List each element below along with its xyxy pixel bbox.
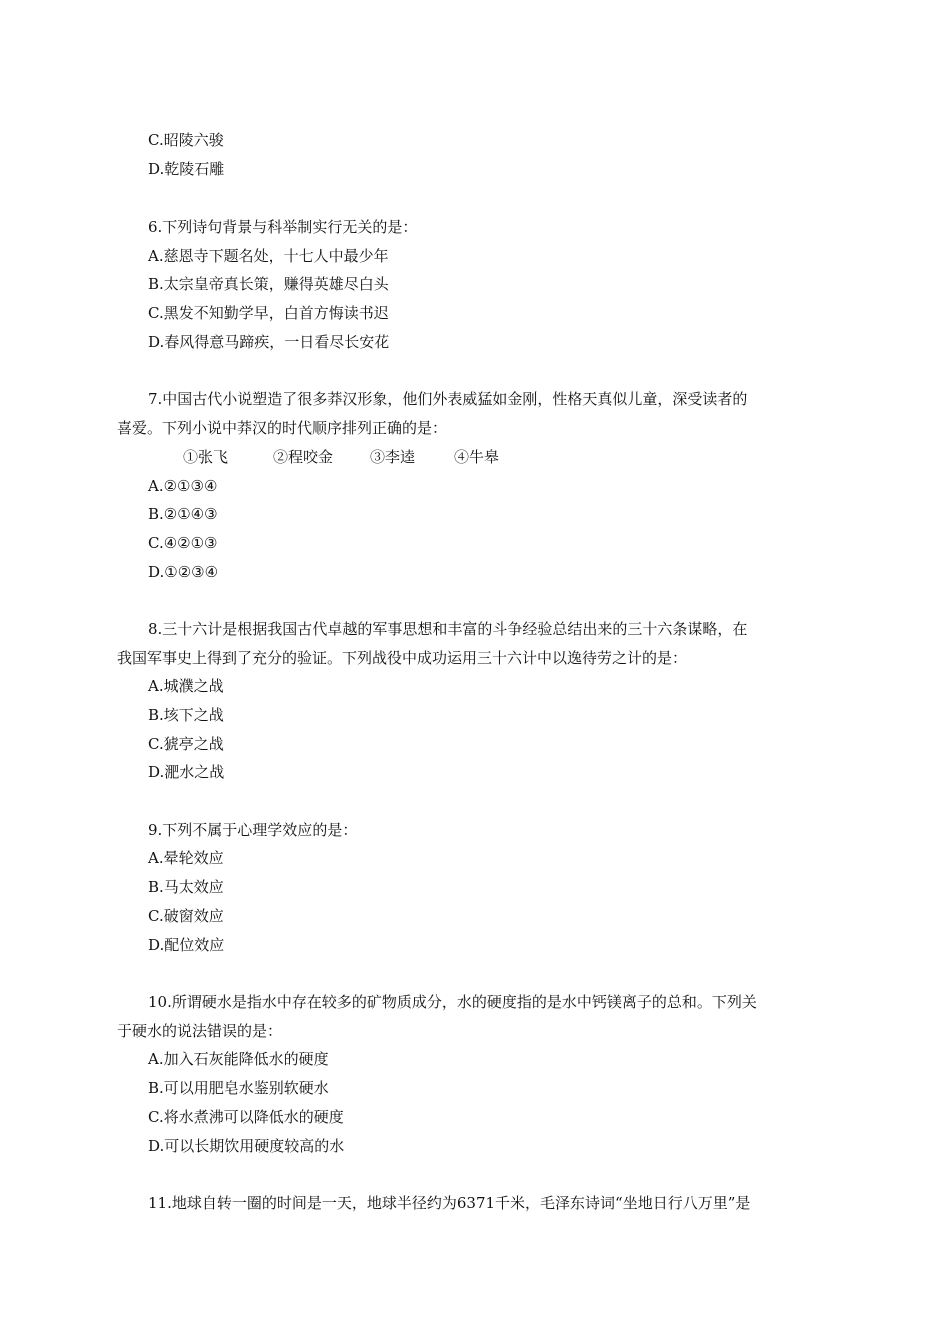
q9-option-d: D.配位效应 xyxy=(148,936,225,954)
q8-option-d: D.淝水之战 xyxy=(148,763,225,781)
q9-option-a: A.晕轮效应 xyxy=(148,849,224,867)
q7-stem-line1: 7.中国古代小说塑造了很多莽汉形象，他们外表威猛如金刚，性格天真似儿童，深受读者的 xyxy=(148,390,748,408)
q7-item-3: ③李逵 xyxy=(370,448,416,466)
q7-option-a: A.②①③④ xyxy=(148,477,218,495)
q5-option-d: D.乾陵石雕 xyxy=(148,160,225,178)
q8-option-b: B.垓下之战 xyxy=(148,706,224,724)
q5-option-c: C.昭陵六骏 xyxy=(148,131,224,149)
q6-option-d: D.春风得意马蹄疾，一日看尽长安花 xyxy=(148,333,390,351)
q7-option-b: B.②①④③ xyxy=(148,505,218,523)
q8-stem-line2: 我国军事史上得到了充分的验证。下列战役中成功运用三十六计中以逸待劳之计的是： xyxy=(117,649,688,667)
q8-option-a: A.城濮之战 xyxy=(148,677,224,695)
q10-stem-line1: 10.所谓硬水是指水中存在较多的矿物质成分，水的硬度指的是水中钙镁离子的总和。下列关 xyxy=(148,993,757,1011)
q11-stem-line1: 11.地球自转一圈的时间是一天，地球半径约为6371千米，毛泽东诗词“坐地日行八万里”是 xyxy=(148,1194,751,1212)
q9-option-c: C.破窗效应 xyxy=(148,907,224,925)
q8-option-c: C.猇亭之战 xyxy=(148,735,224,753)
q7-stem-line2: 喜爱。下列小说中莽汉的时代顺序排列正确的是： xyxy=(117,419,448,437)
q10-option-c: C.将水煮沸可以降低水的硬度 xyxy=(148,1108,344,1126)
q7-item-4: ④牛皋 xyxy=(454,448,500,466)
q10-option-b: B.可以用肥皂水鉴别软硬水 xyxy=(148,1079,329,1097)
q6-option-b: B.太宗皇帝真长策，赚得英雄尽白头 xyxy=(148,275,389,293)
q10-stem-line2: 于硬水的说法错误的是： xyxy=(117,1022,283,1040)
q7-item-1: ①张飞 xyxy=(183,448,229,466)
q6-option-c: C.黑发不知勤学早，白首方悔读书迟 xyxy=(148,304,389,322)
q9-stem: 9.下列不属于心理学效应的是： xyxy=(148,821,358,839)
q10-option-d: D.可以长期饮用硬度较高的水 xyxy=(148,1137,345,1155)
q6-stem: 6.下列诗句背景与科举制实行无关的是： xyxy=(148,218,418,236)
q9-option-b: B.马太效应 xyxy=(148,878,224,896)
q6-option-a: A.慈恩寺下题名处，十七人中最少年 xyxy=(148,247,389,265)
q7-option-c: C.④②①③ xyxy=(148,534,218,552)
q8-stem-line1: 8.三十六计是根据我国古代卓越的军事思想和丰富的斗争经验总结出来的三十六条谋略，在 xyxy=(148,620,748,638)
q10-option-a: A.加入石灰能降低水的硬度 xyxy=(148,1050,329,1068)
q7-item-2: ②程咬金 xyxy=(273,448,334,466)
q7-option-d: D.①②③④ xyxy=(148,563,219,581)
q7-items xyxy=(183,447,499,467)
